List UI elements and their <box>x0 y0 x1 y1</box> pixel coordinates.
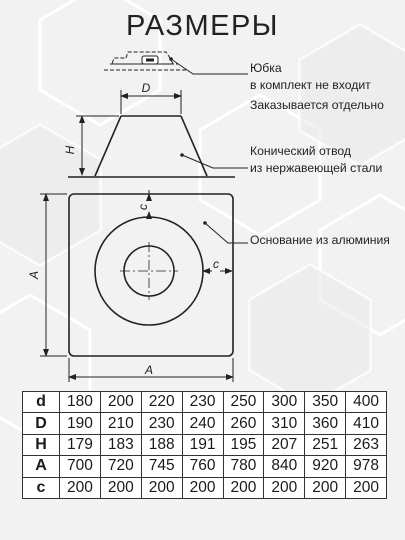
cone-outline <box>95 116 207 176</box>
base-plate <box>69 194 233 356</box>
cone-callout <box>250 143 382 177</box>
dim-label-A-vertical: A <box>27 270 41 280</box>
table-cell: 200 <box>346 477 387 498</box>
dim-label-H: H <box>63 145 77 155</box>
row-label: H <box>23 434 60 455</box>
table-cell: 200 <box>100 477 141 498</box>
page-title: РАЗМЕРЫ <box>126 10 279 42</box>
base-callout <box>250 232 390 249</box>
table-cell: 840 <box>264 456 305 477</box>
table-cell: 188 <box>141 434 182 455</box>
table-cell: 400 <box>346 392 387 413</box>
table-cell: 191 <box>182 434 223 455</box>
table-cell: 210 <box>100 413 141 434</box>
skirt-callout-line2: в комплект не входит <box>250 78 371 92</box>
table-cell: 260 <box>223 413 264 434</box>
table-cell: 200 <box>305 477 346 498</box>
cone-callout-line2: из нержавеющей стали <box>250 161 383 175</box>
table-row <box>23 434 387 455</box>
skirt-leader <box>171 59 248 74</box>
dim-label-c-right: c <box>213 257 219 271</box>
table-row <box>23 413 387 434</box>
table-cell: 300 <box>264 392 305 413</box>
table-cell: 310 <box>264 413 305 434</box>
table-cell: 200 <box>223 477 264 498</box>
table-cell: 183 <box>100 434 141 455</box>
row-label: D <box>23 413 60 434</box>
table-cell: 220 <box>141 392 182 413</box>
table-cell: 200 <box>100 392 141 413</box>
table-cell: 410 <box>346 413 387 434</box>
skirt-callout-line3: Заказывается отдельно <box>250 98 384 112</box>
table-cell: 200 <box>264 477 305 498</box>
table-cell: 700 <box>60 456 101 477</box>
table-cell: 360 <box>305 413 346 434</box>
table-cell: 190 <box>60 413 101 434</box>
base-callout-line1: Основание из алюминия <box>250 233 390 247</box>
dim-label-c-top: c <box>136 204 150 210</box>
table-row <box>23 392 387 413</box>
table-cell: 240 <box>182 413 223 434</box>
table-cell: 230 <box>182 392 223 413</box>
dim-label-A-horizontal: A <box>144 363 154 377</box>
skirt-callout-line1: Юбка <box>250 61 282 75</box>
table-cell: 251 <box>305 434 346 455</box>
row-label: d <box>23 392 60 413</box>
table-row <box>23 477 387 498</box>
cone-callout-line1: Конический отвод <box>250 144 352 158</box>
table-cell: 179 <box>60 434 101 455</box>
row-label: c <box>23 477 60 498</box>
table-cell: 207 <box>264 434 305 455</box>
table-cell: 180 <box>60 392 101 413</box>
table-cell: 760 <box>182 456 223 477</box>
table-cell: 200 <box>60 477 101 498</box>
inner-opening <box>124 246 174 296</box>
table-cell: 200 <box>141 477 182 498</box>
table-cell: 720 <box>100 456 141 477</box>
table-cell: 195 <box>223 434 264 455</box>
outer-ring <box>95 217 203 325</box>
table-cell: 745 <box>141 456 182 477</box>
table-cell: 250 <box>223 392 264 413</box>
cone-leader <box>182 155 248 168</box>
sizes-table <box>22 391 387 499</box>
table-cell: 978 <box>346 456 387 477</box>
row-label: A <box>23 456 60 477</box>
table-cell: 920 <box>305 456 346 477</box>
table-cell: 350 <box>305 392 346 413</box>
table-cell: 200 <box>182 477 223 498</box>
dim-label-D: D <box>141 81 151 95</box>
table-cell: 230 <box>141 413 182 434</box>
base-leader <box>205 223 248 243</box>
table-cell: 263 <box>346 434 387 455</box>
table-cell: 780 <box>223 456 264 477</box>
table-row <box>23 456 387 477</box>
skirt-callout <box>250 60 384 114</box>
